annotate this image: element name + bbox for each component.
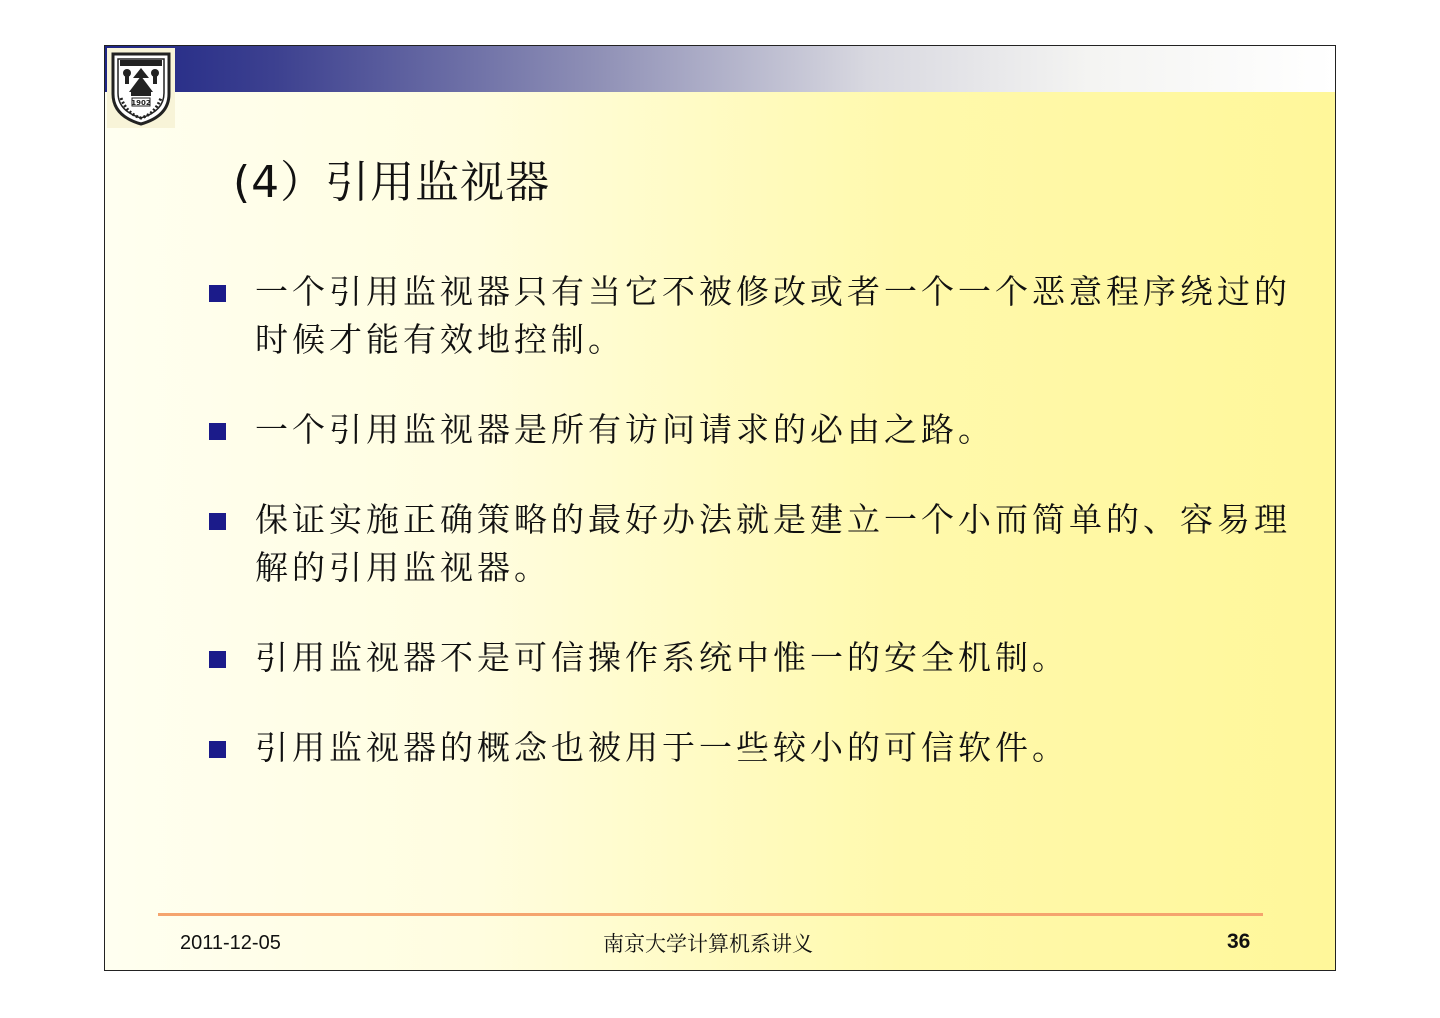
square-bullet-icon [209,285,226,302]
header-gradient-bar [105,46,1335,92]
bullet-text: 引用监视器的概念也被用于一些较小的可信软件。 [255,728,1069,767]
square-bullet-icon [209,423,226,440]
university-seal-icon [107,48,175,128]
page-number: 36 [1227,930,1251,953]
square-bullet-icon [209,651,226,668]
seal-year: 1902 [131,99,151,107]
bullet-text: 引用监视器不是可信操作系统中惟一的安全机制。 [255,638,1069,677]
footer-course-title: 南京大学计算机系讲义 [603,932,813,956]
slide [104,45,1336,971]
bullet-item [209,496,1309,592]
bullet-text: 一个引用监视器是所有访问请求的必由之路。 [255,410,995,449]
slide-title: (4）引用监视器 [233,157,551,208]
square-bullet-icon [209,741,226,758]
bullet-item [209,268,1309,364]
bullet-list [209,268,1309,814]
square-bullet-icon [209,513,226,530]
bullet-item [209,724,1309,772]
bullet-text: 保证实施正确策略的最好办法就是建立一个小而简单的、容易理解的引用监视器。 [255,500,1291,587]
bullet-text: 一个引用监视器只有当它不被修改或者一个一个恶意程序绕过的时候才能有效地控制。 [255,272,1291,359]
footer-divider [158,913,1263,916]
bullet-item [209,406,1309,454]
footer-date: 2011-12-05 [180,932,281,954]
bullet-item [209,634,1309,682]
